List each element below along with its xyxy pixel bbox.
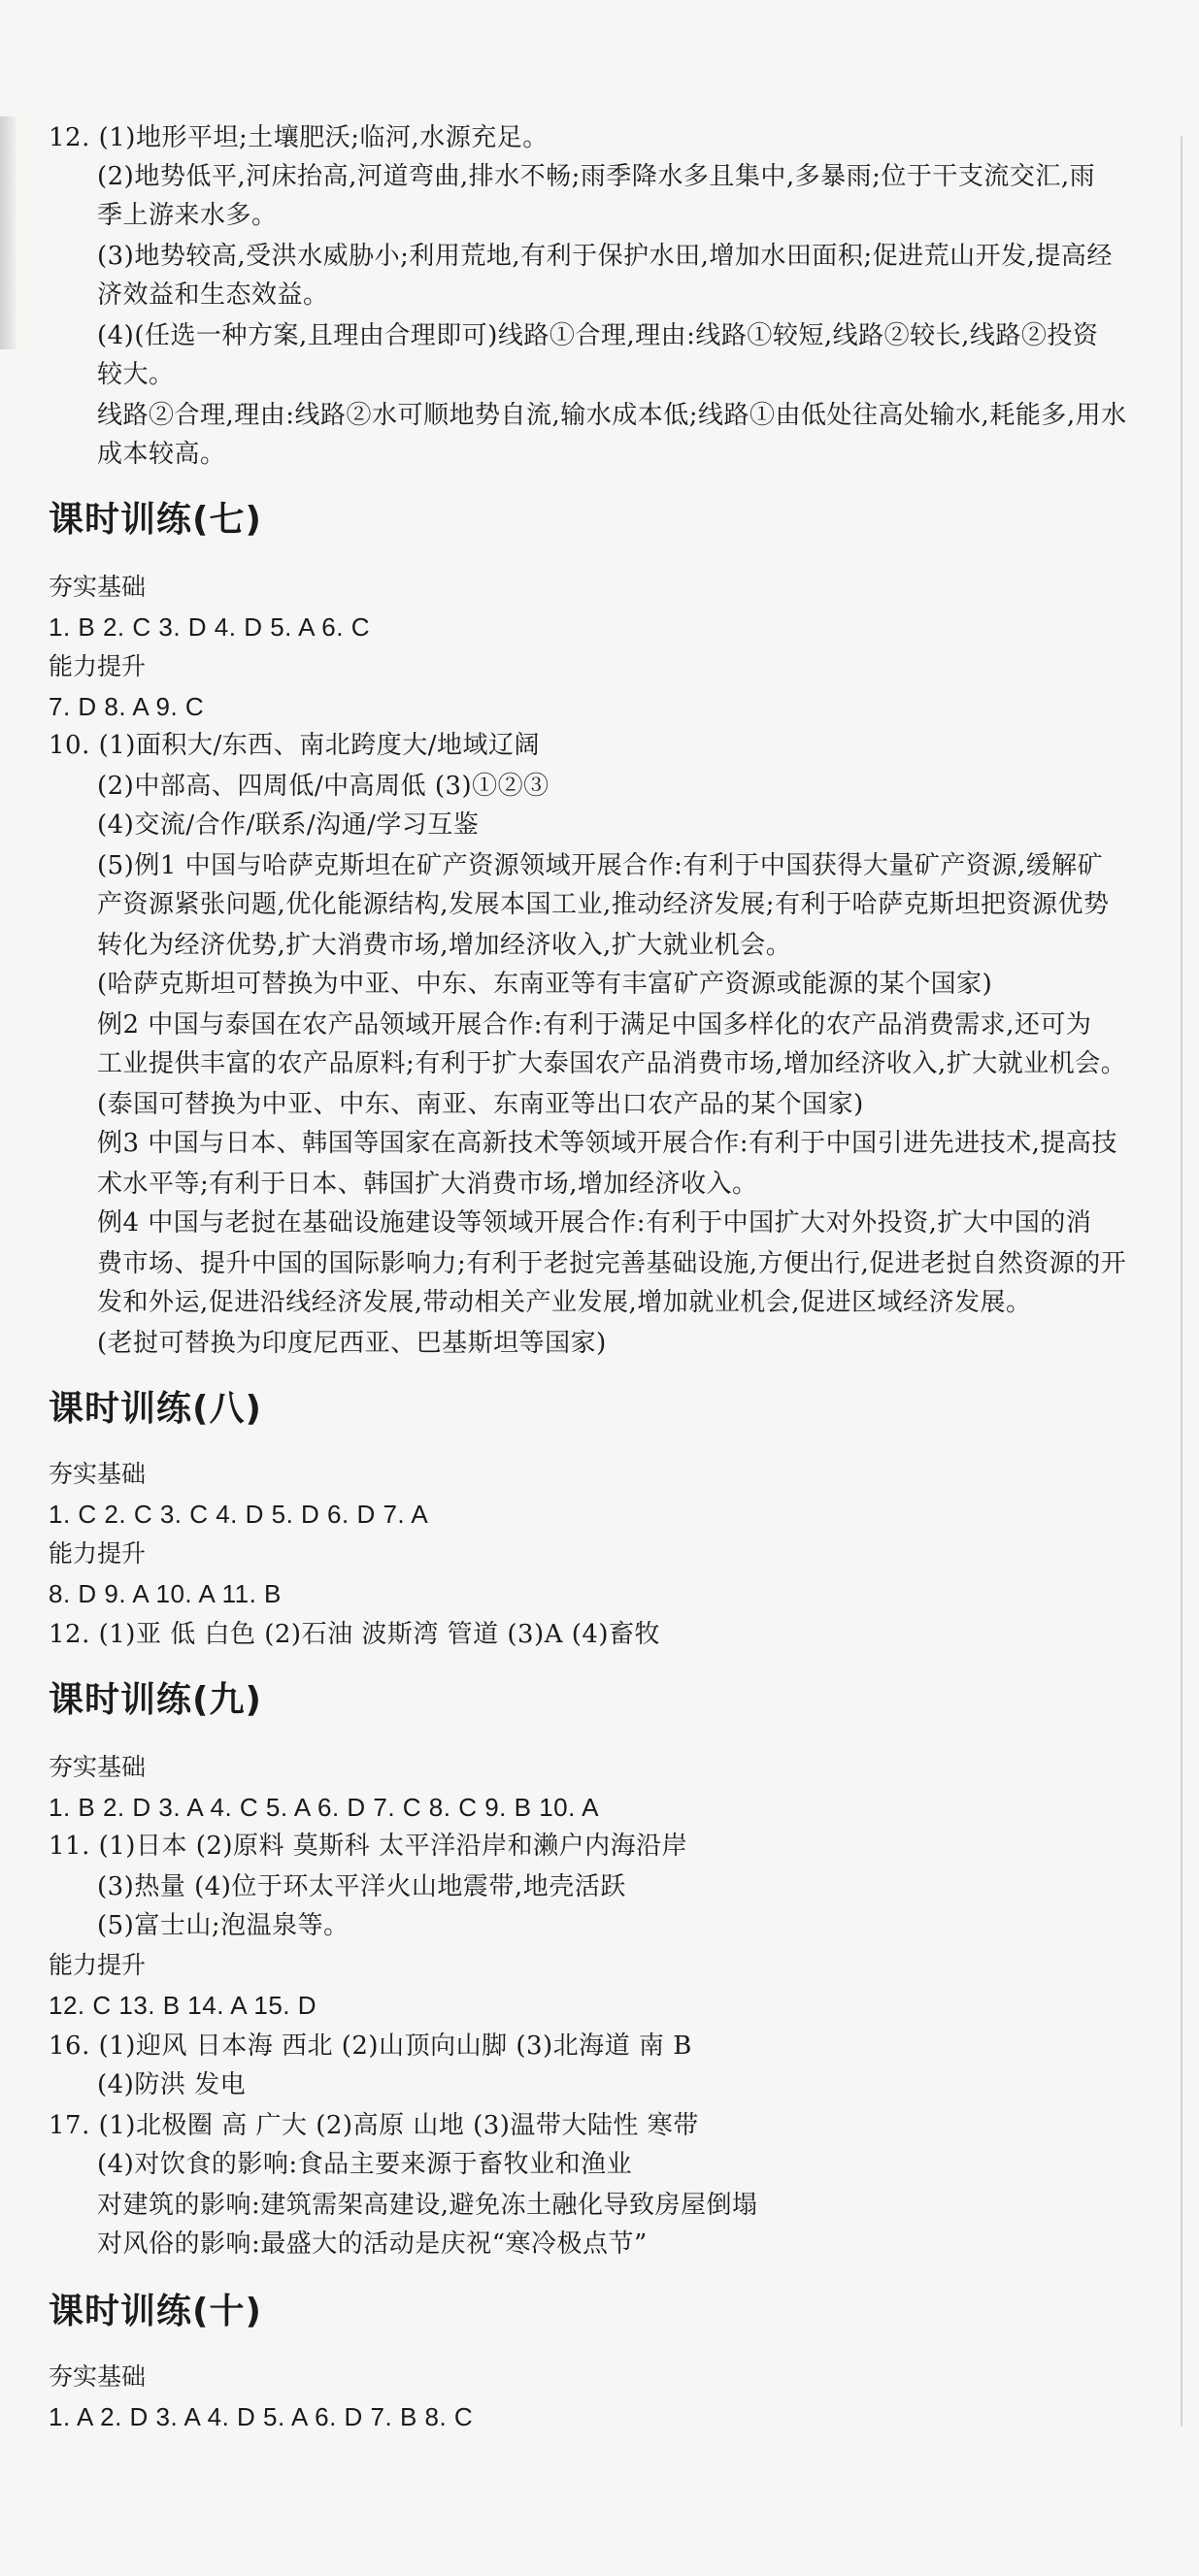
q10-line: 例3 中国与日本、韩国等国家在高新技术等领域开展合作:有利于中国引进先进技术,提高技 xyxy=(97,1129,1117,1158)
subsection-label: 能力提升 xyxy=(49,652,147,680)
scan-shadow xyxy=(0,116,16,349)
q10-line: 10. (1)面积大/东西、南北跨度大/地域辽阔 xyxy=(49,731,540,760)
answer-row: 1. B 2. C 3. D 4. D 5. A 6. C xyxy=(49,612,370,642)
q10-line: (2)中部高、四周低/中高周低 (3)①②③ xyxy=(97,772,550,801)
subsection-label: 夯实基础 xyxy=(49,1753,147,1781)
q10-line: 例4 中国与老挝在基础设施建设等领域开展合作:有利于中国扩大对外投资,扩大中国的消 xyxy=(97,1208,1092,1238)
q11-line: 11. (1)日本 (2)原料 莫斯科 太平洋沿岸和濑户内海沿岸 xyxy=(49,1832,688,1861)
q12-line: (4)(任选一种方案,且理由合理即可)线路①合理,理由:线路①较短,线路②较长,线路②投资 xyxy=(97,321,1099,350)
q10-line: (5)例1 中国与哈萨克斯坦在矿产资源领域开展合作:有利于中国获得大量矿产资源,缓解矿 xyxy=(97,851,1104,880)
q10-line: (4)交流/合作/联系/沟通/学习互鉴 xyxy=(97,810,480,840)
section-title: 课时训练(七) xyxy=(49,500,262,540)
q12-line: 济效益和生态效益。 xyxy=(97,281,329,310)
q12-line: 线路②合理,理由:线路②水可顺地势自流,输水成本低;线路①由低处往高处输水,耗能多,用水 xyxy=(97,401,1127,430)
q12-answer: 12. (1)亚 低 白色 (2)石油 波斯湾 管道 (3)A (4)畜牧 xyxy=(49,1620,661,1649)
q12-line: 季上游来水多。 xyxy=(97,201,278,230)
subsection-label: 夯实基础 xyxy=(49,2362,147,2391)
subsection-label: 夯实基础 xyxy=(49,1460,147,1488)
q10-line: 例2 中国与泰国在农产品领域开展合作:有利于满足中国多样化的农产品消费需求,还可为 xyxy=(97,1010,1092,1040)
q17-line: (4)对饮食的影响:食品主要来源于畜牧业和渔业 xyxy=(97,2150,633,2179)
right-divider xyxy=(1181,136,1182,2427)
q10-line: (哈萨克斯坦可替换为中亚、中东、东南亚等有丰富矿产资源或能源的某个国家) xyxy=(97,970,993,999)
answer-row: 12. C 13. B 14. A 15. D xyxy=(49,1991,317,2020)
section-title: 课时训练(十) xyxy=(49,2292,262,2331)
q17-line: 对建筑的影响:建筑需架高建设,避免冻土融化导致房屋倒塌 xyxy=(97,2191,758,2220)
answer-row: 1. C 2. C 3. C 4. D 5. D 6. D 7. A xyxy=(49,1500,429,1529)
answer-row: 1. A 2. D 3. A 4. D 5. A 6. D 7. B 8. C xyxy=(49,2402,474,2431)
q11-line: (3)热量 (4)位于环太平洋火山地震带,地壳活跃 xyxy=(97,1872,626,1901)
q12-line: 12. (1)地形平坦;土壤肥沃;临河,水源充足。 xyxy=(49,123,549,152)
q16-line: (4)防洪 发电 xyxy=(97,2070,247,2099)
subsection-label: 夯实基础 xyxy=(49,573,147,601)
section-title: 课时训练(九) xyxy=(49,1680,262,1720)
q10-line: 术水平等;有利于日本、韩国扩大消费市场,增加经济收入。 xyxy=(97,1170,758,1199)
q12-line: 较大。 xyxy=(97,360,175,389)
q17-line: 对风俗的影响:最盛大的活动是庆祝“寒冷极点节” xyxy=(97,2229,648,2259)
q12-line: 成本较高。 xyxy=(97,440,226,469)
q10-line: (老挝可替换为印度尼西亚、巴基斯坦等国家) xyxy=(97,1329,607,1358)
answer-row: 1. B 2. D 3. A 4. C 5. A 6. D 7. C 8. C 9. B 10. A xyxy=(49,1793,599,1822)
q10-line: 费市场、提升中国的国际影响力;有利于老挝完善基础设施,方便出行,促进老挝自然资源的开 xyxy=(97,1249,1127,1278)
q10-line: 产资源紧张问题,优化能源结构,发展本国工业,推动经济发展;有利于哈萨克斯坦把资源优势 xyxy=(97,890,1110,919)
subsection-label: 能力提升 xyxy=(49,1539,147,1568)
q16-line: 16. (1)迎风 日本海 西北 (2)山顶向山脚 (3)北海道 南 B xyxy=(49,2031,692,2061)
q10-line: 转化为经济优势,扩大消费市场,增加经济收入,扩大就业机会。 xyxy=(97,931,792,960)
q11-line: (5)富士山;泡温泉等。 xyxy=(97,1911,350,1940)
q10-line: 工业提供丰富的农产品原料;有利于扩大泰国农产品消费市场,增加经济收入,扩大就业机会。 xyxy=(97,1049,1127,1078)
q12-line: (2)地势低平,河床抬高,河道弯曲,排水不畅;雨季降水多且集中,多暴雨;位于干支流交汇,雨 xyxy=(97,162,1096,191)
answer-row: 8. D 9. A 10. A 11. B xyxy=(49,1579,282,1608)
section-title: 课时训练(八) xyxy=(49,1389,262,1429)
q12-line: (3)地势较高,受洪水威胁小;利用荒地,有利于保护水田,增加水田面积;促进荒山开发,提高经 xyxy=(97,242,1113,271)
subsection-label: 能力提升 xyxy=(49,1951,147,1979)
answer-row: 7. D 8. A 9. C xyxy=(49,692,205,721)
q10-line: (泰国可替换为中亚、中东、南亚、东南亚等出口农产品的某个国家) xyxy=(97,1090,864,1119)
q10-line: 发和外运,促进沿线经济发展,带动相关产业发展,增加就业机会,促进区域经济发展。 xyxy=(97,1288,1032,1317)
q17-line: 17. (1)北极圈 高 广大 (2)高原 山地 (3)温带大陆性 寒带 xyxy=(49,2111,699,2140)
